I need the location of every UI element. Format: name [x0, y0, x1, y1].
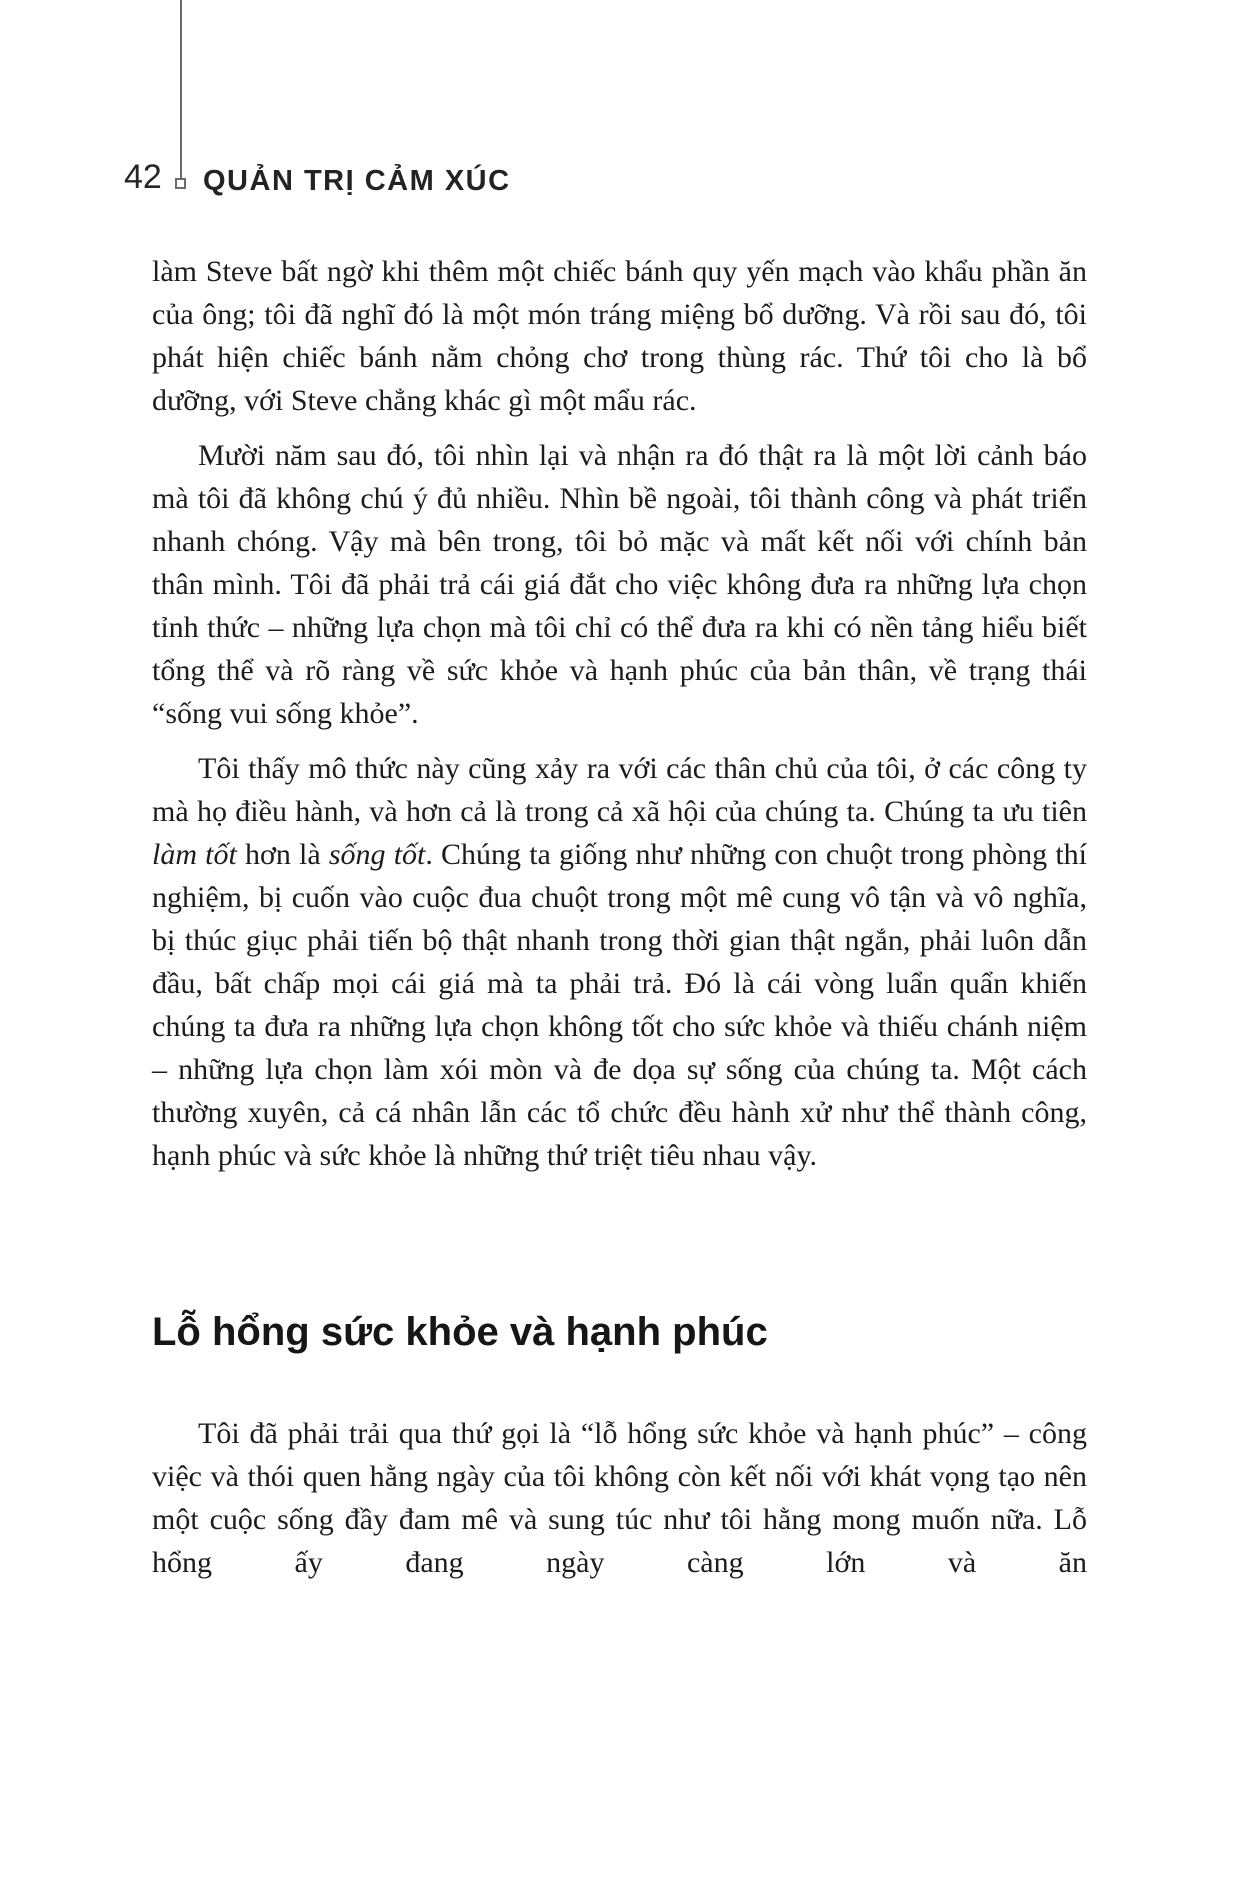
emphasized-text-run: sống tốt: [328, 838, 426, 871]
page-number: 42: [124, 158, 162, 196]
paragraph: [152, 747, 1087, 1177]
text-run: làm Steve bất ngờ khi thêm một chiếc bánh quy yến mạch vào khẩu phần ăn của ông; tôi đã nghĩ đó là một món tráng miệng bổ dưỡng. Và rồi sau đó, tôi phát hiện chiếc bánh nằm chỏng chơ trong thùng rác. Thứ tôi cho là bổ dưỡng, với Steve chẳng khác gì một mẩu rác.: [152, 255, 1087, 417]
text-run: Tôi đã phải trải qua thứ gọi là “lỗ hổng sức khỏe và hạnh phúc” – công việc và thói quen hằng ngày của tôi không còn kết nối với khát vọng tạo nên một cuộc sống đầy đam mê và sung túc như tôi hằng mong muốn nữa. Lỗ hổng ấy đang ngày càng lớn và ăn: [152, 1417, 1087, 1579]
text-run: Mười năm sau đó, tôi nhìn lại và nhận ra đó thật ra là một lời cảnh báo mà tôi đã không chú ý đủ nhiều. Nhìn bề ngoài, tôi thành công và phát triển nhanh chóng. Vậy mà bên trong, tôi bỏ mặc và mất kết nối với chính bản thân mình. Tôi đã phải trả cái giá đắt cho việc không đưa ra những lựa chọn tỉnh thức – những lựa chọn mà tôi chỉ có thể đưa ra khi có nền tảng hiểu biết tổng thể và rõ ràng về sức khỏe và hạnh phúc của bản thân, về trạng thái “sống vui sống khỏe”.: [152, 439, 1087, 730]
page-content: [152, 250, 1087, 1596]
paragraph-group-top: [152, 250, 1087, 1177]
paragraph: [152, 250, 1087, 422]
section-heading: Lỗ hổng sức khỏe và hạnh phúc: [152, 1310, 768, 1354]
header-divider-square-icon: [175, 178, 186, 189]
text-run: . Chúng ta giống như những con chuột trong phòng thí nghiệm, bị cuốn vào cuộc đua chuột trong một mê cung vô tận và vô nghĩa, bị thúc giục phải tiến bộ thật nhanh trong thời gian thật ngắn, phải luôn dẫn đầu, bất chấp mọi cái giá mà ta phải trả. Đó là cái vòng luẩn quẩn khiến chúng ta đưa ra những lựa chọn không tốt cho sức khỏe và thiếu chánh niệm – những lựa chọn làm xói mòn và đe dọa sự sống của chúng ta. Một cách thường xuyên, cả cá nhân lẫn các tổ chức đều hành xử như thể thành công, hạnh phúc và sức khỏe là những thứ triệt tiêu nhau vậy.: [152, 838, 1087, 1172]
paragraph: [152, 434, 1087, 735]
text-run: hơn là: [236, 838, 329, 871]
paragraph-group-bottom: [152, 1412, 1087, 1584]
paragraph: [152, 1412, 1087, 1584]
text-run: Tôi thấy mô thức này cũng xảy ra với các thân chủ của tôi, ở các công ty mà họ điều hành, và hơn cả là trong cả xã hội của chúng ta. Chúng ta ưu tiên: [152, 752, 1087, 828]
header-divider-line: [180, 0, 182, 178]
emphasized-text-run: làm tốt: [152, 838, 237, 871]
running-header-title: QUẢN TRỊ CẢM XÚC: [203, 165, 511, 197]
